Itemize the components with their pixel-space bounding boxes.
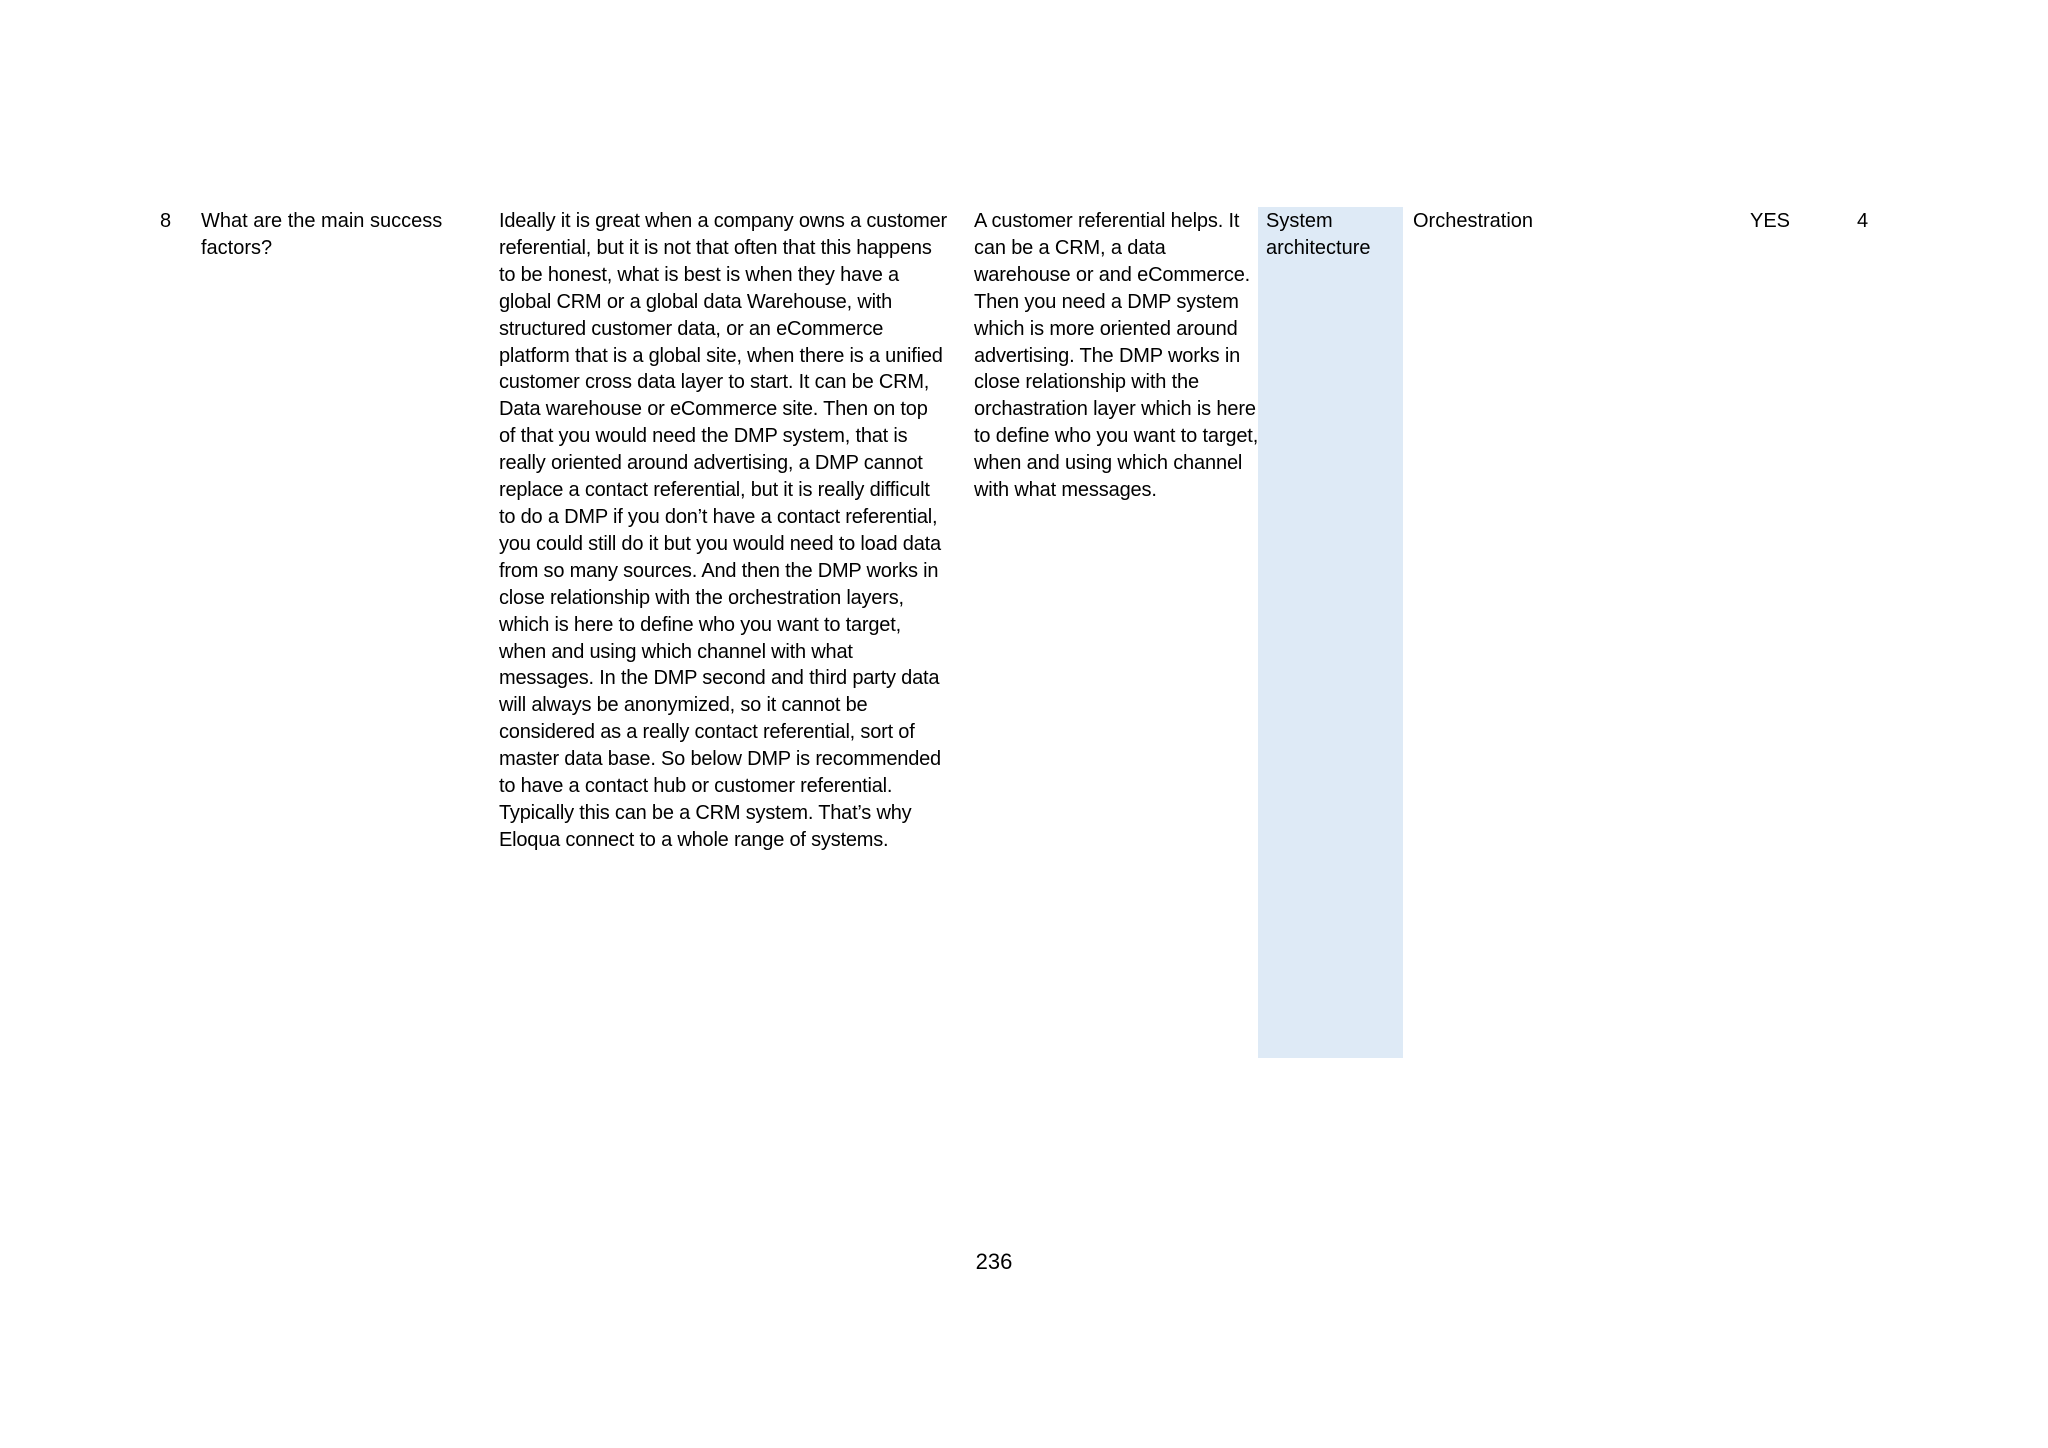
page-number: 236 — [975, 1249, 1013, 1274]
summary-text: A customer referential helps. It can be a CRM, a data warehouse or and eCommerce. Then you need a DMP system which is more oriented around advertising. The DMP works in close relationship with the orchastration layer which is here to define who you want to target, when and using which channel with what messages. — [974, 210, 1259, 502]
answer-text: Ideally it is great when a company owns a customer referential, but it is not that often that this happens to be honest, what is best is when they have a global CRM or a global data Warehouse, with structured customer data, or an eCommerce platform that is a global site, when there is a unified customer cross data layer to start. It can be CRM, Data warehouse or eCommerce site. Then on top of that you would need the DMP system, that is really oriented around advertising, a DMP cannot replace a contact referential, but it is really difficult to do a DMP if you don’t have a contact referential, you could still do it but you would need to load data from so many sources. And then the DMP works in close relationship with the orchestration layers, which is here to define who you want to target, when and using which channel with what messages. In the DMP second and third party data will always be anonymized, so it cannot be considered as a really contact referential, sort of master data base. So below DMP is recommended to have a contact hub or customer referential. Typically this can be a CRM system. That’s why Eloqua connect to a whole range of systems. — [499, 210, 947, 851]
category-cell — [1258, 207, 1403, 1058]
question-text: What are the main success factors? — [201, 210, 443, 259]
row-number: 8 — [160, 210, 172, 232]
category-text: System architecture — [1266, 210, 1371, 259]
code-text: Orchestration — [1413, 210, 1534, 232]
response-text: YES — [1750, 210, 1791, 232]
score-text: 4 — [1857, 210, 1869, 232]
